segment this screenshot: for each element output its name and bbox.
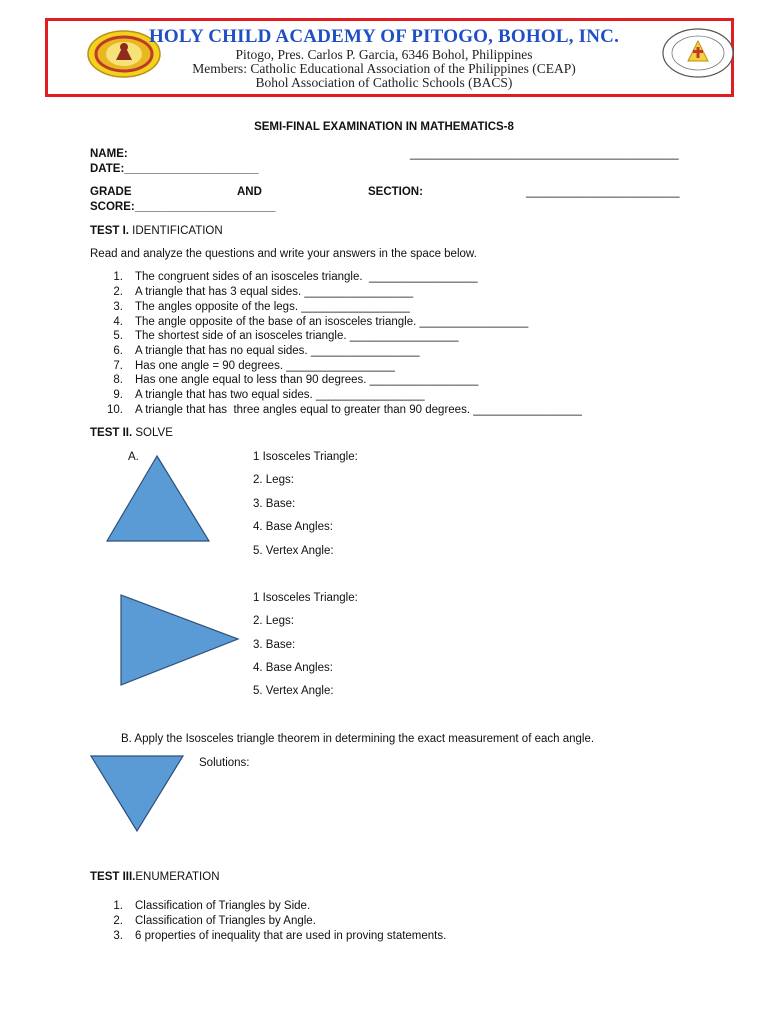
question-vertex-angle: 5. Vertex Angle: [253, 685, 334, 697]
list-item-number: 2. [113, 915, 123, 927]
list-item: A triangle that has two equal sides. _________________ [135, 389, 425, 401]
list-item-number: 7. [113, 360, 123, 372]
list-item-number: 6. [113, 345, 123, 357]
part-a-label: A. [128, 451, 139, 463]
list-item-number: 4. [113, 316, 123, 328]
list-item: The angles opposite of the legs. _________________ [135, 301, 410, 313]
list-item-number: 9. [113, 389, 123, 401]
question-base: 3. Base: [253, 498, 296, 510]
school-address: Pitogo, Pres. Carlos P. Garcia, 6346 Bohol, Philippines [235, 47, 533, 62]
score-label: SCORE:______________________ [90, 201, 276, 213]
question-base: 3. Base: [253, 639, 296, 651]
list-item-number: 1. [113, 271, 123, 283]
test2-heading: TEST II. SOLVE [90, 427, 173, 439]
name-blank: __________________________________________ [410, 148, 679, 160]
test1-instruction: Read and analyze the questions and write your answers in the space below. [90, 248, 477, 260]
inverted-triangle-figure [89, 754, 185, 834]
list-item: The congruent sides of an isosceles triangle. _________________ [135, 271, 478, 283]
list-item: Has one angle = 90 degrees. _________________ [135, 360, 395, 372]
list-item: The shortest side of an isosceles triangle. _________________ [135, 330, 459, 342]
list-item: A triangle that has no equal sides. _________________ [135, 345, 420, 357]
exam-title: SEMI-FINAL EXAMINATION IN MATHEMATICS-8 [254, 121, 514, 133]
list-item-number: 3. [113, 301, 123, 313]
list-item: A triangle that has three angles equal to greater than 90 degrees. _________________ [135, 404, 582, 416]
name-label: NAME: [90, 148, 128, 160]
list-item-number: 3. [113, 930, 123, 942]
membership-line: Members: Catholic Educational Association of the Philippines (CEAP) [192, 61, 576, 76]
solutions-label: Solutions: [199, 757, 250, 769]
section-blank: ________________________ [526, 186, 680, 198]
section-label: SECTION: [368, 186, 423, 198]
and-label: AND [237, 186, 262, 198]
question-isosceles-triangle: 1 Isosceles Triangle: [253, 592, 358, 604]
date-label: DATE:_____________________ [90, 163, 259, 175]
list-item-number: 2. [113, 286, 123, 298]
list-item: A triangle that has 3 equal sides. _________________ [135, 286, 414, 298]
list-item-number: 10. [107, 404, 123, 416]
list-item: The angle opposite of the base of an isosceles triangle. _________________ [135, 316, 529, 328]
test1-heading: TEST I. IDENTIFICATION [90, 225, 223, 237]
part-b-instruction: B. Apply the Isosceles triangle theorem in determining the exact measurement of each angle. [121, 733, 595, 745]
association-line: Bohol Association of Catholic Schools (BACS) [255, 75, 513, 90]
question-legs: 2. Legs: [253, 615, 294, 627]
upright-triangle-figure [104, 454, 212, 544]
test3-heading: TEST III.ENUMERATION [90, 871, 220, 883]
question-base-angles: 4. Base Angles: [253, 662, 333, 674]
list-item-number: 8. [113, 374, 123, 386]
question-isosceles-triangle: 1 Isosceles Triangle: [253, 451, 358, 463]
list-item: 6 properties of inequality that are used in proving statements. [135, 930, 447, 942]
grade-label: GRADE [90, 186, 132, 198]
list-item: Has one angle equal to less than 90 degrees. _________________ [135, 374, 479, 386]
right-pointing-triangle-figure [119, 593, 241, 687]
question-vertex-angle: 5. Vertex Angle: [253, 545, 334, 557]
list-item: Classification of Triangles by Side. [135, 900, 311, 912]
question-base-angles: 4. Base Angles: [253, 521, 333, 533]
list-item-number: 1. [113, 900, 123, 912]
list-item: Classification of Triangles by Angle. [135, 915, 316, 927]
list-item-number: 5. [113, 330, 123, 342]
school-name: HOLY CHILD ACADEMY OF PITOGO, BOHOL, INC. [148, 26, 620, 47]
question-legs: 2. Legs: [253, 474, 294, 486]
